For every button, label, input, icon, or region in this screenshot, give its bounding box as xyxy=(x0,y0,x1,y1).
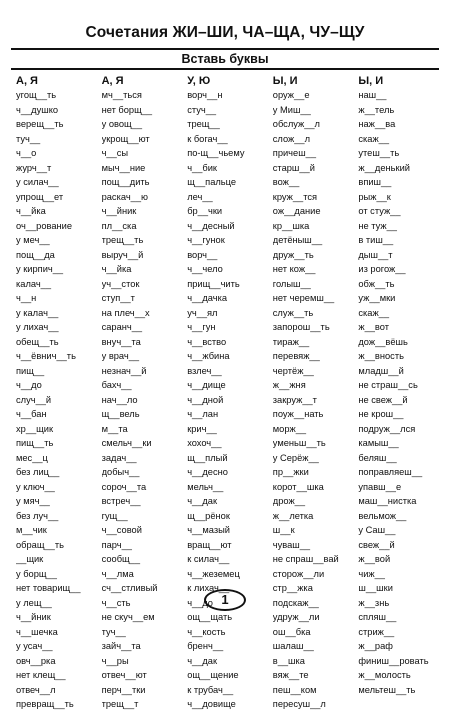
word-item: ч__десно xyxy=(187,467,228,477)
word-item: прищ__чить xyxy=(187,278,240,289)
word-item: пересуш__л xyxy=(272,699,326,709)
column-heading: У, Ю xyxy=(187,75,211,87)
word-item: отвеч__ют xyxy=(101,670,147,680)
word-item: верещ__ть xyxy=(16,119,64,129)
word-item: у Саш__ xyxy=(358,525,396,535)
word-item: перевяж__ xyxy=(272,351,320,361)
word-item: упавш__е xyxy=(358,481,402,492)
word-item: у ключ__ xyxy=(16,481,55,492)
word-item: перч__тки xyxy=(101,684,146,695)
word-item: стр__жка xyxy=(272,583,313,593)
word-item: круж__тся xyxy=(272,191,318,202)
word-item: пощ__дить xyxy=(101,177,150,187)
word-item: скаж__ xyxy=(358,307,390,318)
word-list xyxy=(102,88,188,712)
word-item: ч__лан xyxy=(187,409,219,419)
word-item: беляш__ xyxy=(358,452,397,463)
word-item: пр__жки xyxy=(272,467,309,477)
word-item: детёныш__ xyxy=(272,235,323,245)
word-item: ч__дак xyxy=(187,655,218,666)
word-item: зайч__та xyxy=(101,641,141,651)
word-item: у лихач__ xyxy=(16,322,59,332)
word-item: мч__ться xyxy=(101,90,142,100)
word-item: впиш__ xyxy=(358,177,392,187)
word-item: у усач__ xyxy=(16,641,53,651)
word-item: ош__бка xyxy=(272,626,311,637)
word-item: ч__до xyxy=(16,380,42,390)
word-item: пощ__да xyxy=(16,249,55,260)
word-item: чертёж__ xyxy=(272,365,314,376)
word-item: к силач__ xyxy=(187,554,230,564)
word-item: ч__йка xyxy=(16,206,46,216)
word-item: к лихач__ xyxy=(187,583,230,593)
word-item: дыш__т xyxy=(358,249,393,260)
word-item: ч__йник xyxy=(16,612,51,622)
word-item: сообщ__ xyxy=(101,554,141,564)
word-item: трещ__т xyxy=(101,699,139,709)
word-item: чиж__ xyxy=(358,568,385,579)
word-item: ч__довище xyxy=(187,699,236,709)
word-item: у лещ__ xyxy=(16,597,52,608)
word-item: гущ__ xyxy=(101,510,128,521)
word-item: туч__ xyxy=(101,626,126,637)
word-item: по-щ__чьему xyxy=(187,148,245,158)
word-item: журч__т xyxy=(16,162,52,173)
word-item: уж__мки xyxy=(358,293,396,303)
word-item: финиш__ровать xyxy=(358,655,429,666)
word-item: м__чик xyxy=(16,525,47,535)
word-item: свеж__й xyxy=(358,539,395,550)
word-item: нет товарищ__ xyxy=(16,583,81,593)
word-item: ч__дачка xyxy=(187,293,228,303)
word-item: у врач__ xyxy=(101,351,140,361)
exercise-subtitle: Вставь буквы xyxy=(181,52,269,66)
word-item: случ__й xyxy=(16,394,52,405)
word-item: ч__гунок xyxy=(187,235,225,245)
word-item: без луч__ xyxy=(16,510,59,521)
word-item: ч__бан xyxy=(16,409,47,419)
word-item: добыч__ xyxy=(101,467,140,477)
word-item: утеш__ть xyxy=(358,148,400,158)
word-item: стриж__ xyxy=(358,626,395,637)
word-item: леч__ xyxy=(187,191,213,202)
word-item: голыш__ xyxy=(272,278,311,289)
word-item: уменьш__ть xyxy=(272,438,326,448)
word-item: ч__ры xyxy=(101,655,129,666)
word-item: ч__чело xyxy=(187,264,223,274)
word-item: не страш__сь xyxy=(358,380,418,390)
word-item: хохоч__ xyxy=(187,438,222,448)
word-item: ж__тель xyxy=(358,104,395,115)
word-item: ж__жня xyxy=(272,380,306,390)
word-item: щ__пальце xyxy=(187,177,237,187)
word-item: ч__о xyxy=(16,148,37,158)
word-item: не свеж__й xyxy=(358,394,408,405)
word-item: бренч__ xyxy=(187,641,224,651)
word-item: бахч__ xyxy=(101,380,132,390)
word-item: ч__жеземец xyxy=(187,568,240,579)
word-item: пищ__ть xyxy=(16,438,54,448)
word-item: у мяч__ xyxy=(16,496,50,506)
word-item: не скуч__ем xyxy=(101,612,155,622)
word-item: ворч__н xyxy=(187,90,223,100)
word-item: крич__ xyxy=(187,423,217,434)
word-item: щ__рёнок xyxy=(187,510,230,521)
word-item: вращ__ют xyxy=(187,539,232,550)
word-item: ч__жбина xyxy=(187,351,230,361)
word-item: не спраш__вай xyxy=(272,554,339,564)
word-item: внуч__та xyxy=(101,336,141,347)
word-item: вельмож__ xyxy=(358,510,407,521)
word-item: пищ__ xyxy=(16,365,45,376)
word-item: спляш__ xyxy=(358,612,397,622)
word-item: маш__нистка xyxy=(358,496,417,506)
title-divider xyxy=(11,48,439,50)
word-item: отвеч__л xyxy=(16,684,56,695)
column-heading: А, Я xyxy=(16,75,38,87)
word-item: ч__мазый xyxy=(187,525,230,535)
word-item: не крош__ xyxy=(358,409,404,419)
word-item: подскаж__ xyxy=(272,597,319,608)
word-item: ощ__щать xyxy=(187,612,233,622)
word-item: на плеч__х xyxy=(101,307,150,318)
word-item: ч__сы xyxy=(101,148,129,158)
word-list xyxy=(187,88,273,712)
word-item: причеш__ xyxy=(272,148,316,158)
word-item: уч__ял xyxy=(187,307,218,318)
word-item: ч__йник xyxy=(101,206,137,216)
word-item: шалаш__ xyxy=(272,641,314,651)
word-item: ч__вство xyxy=(187,336,227,347)
word-item: саранч__ xyxy=(101,322,143,332)
word-item: дож__вёшь xyxy=(358,336,408,347)
word-item: ч__дной xyxy=(187,394,224,405)
word-item: скаж__ xyxy=(358,133,390,144)
word-item: м__та xyxy=(101,423,128,434)
word-item: калач__ xyxy=(16,278,52,289)
word-item: удруж__ли xyxy=(272,612,320,622)
word-item: вяж__те xyxy=(272,670,309,680)
word-list xyxy=(358,88,444,697)
word-item: поуж__нать xyxy=(272,409,324,419)
word-item: ч__дище xyxy=(187,380,226,390)
word-item: бр__чки xyxy=(187,206,223,216)
word-item: незнач__й xyxy=(101,365,147,376)
word-item: у кирпич__ xyxy=(16,264,64,274)
word-item: сторож__ли xyxy=(272,568,325,579)
word-item: наш__ xyxy=(358,90,387,100)
word-item: запорош__ть xyxy=(272,322,330,332)
word-item: раскач__ю xyxy=(101,191,148,202)
word-item: ч__н xyxy=(16,293,37,303)
word-item: обслуж__л xyxy=(272,119,320,129)
word-item: из рогож__ xyxy=(358,264,406,274)
word-item: ч__лма xyxy=(101,568,134,579)
word-item: хр__щик xyxy=(16,423,54,434)
word-item: тираж__ xyxy=(272,336,310,347)
word-item: мес__ц xyxy=(16,452,48,463)
word-item: ощ__щение xyxy=(187,670,239,680)
word-item: оч__рование xyxy=(16,220,72,231)
word-item: нет кож__ xyxy=(272,264,316,274)
word-item: у силач__ xyxy=(16,177,59,187)
word-item: подруж__лся xyxy=(358,423,416,434)
word-item: превращ__ть xyxy=(16,699,74,709)
word-item: закруж__т xyxy=(272,394,317,405)
word-item: у Серёж__ xyxy=(272,452,319,463)
page-title: Сочетания ЖИ–ШИ, ЧА–ЩА, ЧУ–ЩУ xyxy=(85,24,365,41)
word-item: ч__дак xyxy=(187,496,218,506)
word-item: корот__шка xyxy=(272,481,324,492)
word-item: угощ__ть xyxy=(16,90,57,100)
subtitle-divider xyxy=(11,68,439,70)
word-item: пл__ска xyxy=(101,220,137,231)
word-item: взлеч__ xyxy=(187,365,222,376)
word-item: выруч__й xyxy=(101,249,144,260)
word-item: нет клещ__ xyxy=(16,670,66,680)
word-item: ч__йка xyxy=(101,264,132,274)
word-columns xyxy=(16,74,444,712)
word-item: ч__сть xyxy=(101,597,131,608)
word-item: ступ__т xyxy=(101,293,135,303)
word-item: ж__знь xyxy=(358,597,390,608)
word-item: щ__плый xyxy=(187,452,228,463)
word-item: мельтеш__ть xyxy=(358,684,416,695)
word-item: овч__рка xyxy=(16,655,56,666)
word-item: ч__ёвнич__ть xyxy=(16,351,76,361)
word-item: пеш__ком xyxy=(272,684,317,695)
word-item: ш__шки xyxy=(358,583,393,593)
word-item: у борщ__ xyxy=(16,568,57,579)
word-item: ч__кость xyxy=(187,626,226,637)
word-item: камыш__ xyxy=(358,438,399,448)
word-item: от стуж__ xyxy=(358,206,401,216)
word-item: ч__совой xyxy=(101,525,142,535)
word-item: друж__ть xyxy=(272,249,314,260)
word-item: ч__душко xyxy=(16,104,59,115)
word-item: оруж__е xyxy=(272,90,310,100)
word-item: ворч__ xyxy=(187,249,218,260)
word-item: нет черемш__ xyxy=(272,293,335,303)
word-item: ж__вот xyxy=(358,322,389,332)
word-item: у калач__ xyxy=(16,307,59,318)
word-item: к богач__ xyxy=(187,133,228,144)
word-item: упрощ__ет xyxy=(16,191,64,202)
page-number: 1 xyxy=(204,589,246,611)
word-item: ож__дание xyxy=(272,206,321,216)
word-item: ч__десный xyxy=(187,220,235,231)
word-item: слож__л xyxy=(272,133,311,144)
word-column-3 xyxy=(187,74,273,712)
word-item: у Миш__ xyxy=(272,104,311,115)
word-item: нач__ло xyxy=(101,394,138,405)
word-item: у меч__ xyxy=(16,235,50,245)
word-item: без лиц__ xyxy=(16,467,60,477)
word-item: ч__шечка xyxy=(16,626,58,637)
word-item: ч__до xyxy=(187,597,213,608)
word-column-1 xyxy=(16,74,102,712)
word-item: к трубач__ xyxy=(187,684,234,695)
word-item: в__шка xyxy=(272,655,305,666)
word-column-2 xyxy=(102,74,188,712)
word-item: __щик xyxy=(16,554,44,564)
word-item: ж__раф xyxy=(358,641,393,651)
word-item: обещ__ть xyxy=(16,336,59,347)
word-item: стуч__ xyxy=(187,104,217,115)
word-item: ч__гун xyxy=(187,322,216,332)
word-item: ч__бик xyxy=(187,162,217,173)
word-item: парч__ xyxy=(101,539,132,550)
word-item: туч__ xyxy=(16,133,41,144)
word-item: уч__сток xyxy=(101,278,140,289)
word-item: у овощ__ xyxy=(101,119,142,129)
word-item: служ__ть xyxy=(272,307,314,318)
word-item: ж__летка xyxy=(272,510,314,521)
word-item: наж__ва xyxy=(358,119,396,129)
word-item: вож__ xyxy=(272,177,300,187)
word-item: встреч__ xyxy=(101,496,141,506)
word-item: задач__ xyxy=(101,452,137,463)
word-item: в тиш__ xyxy=(358,235,394,245)
word-item: рыж__к xyxy=(358,191,391,202)
word-item: кр__шка xyxy=(272,220,310,231)
word-item: поправляеш__ xyxy=(358,467,423,477)
word-item: ж__вой xyxy=(358,554,391,564)
word-item: ж__вность xyxy=(358,351,404,361)
word-item: укрощ__ют xyxy=(101,133,150,144)
word-column-5 xyxy=(358,74,444,712)
word-item: нет борщ__ xyxy=(101,104,153,115)
word-item: мельч__ xyxy=(187,481,224,492)
word-list xyxy=(273,88,359,712)
word-column-4 xyxy=(273,74,359,712)
column-heading: Ы, И xyxy=(358,75,384,87)
word-item: дрож__ xyxy=(272,496,306,506)
word-item: сч__стливый xyxy=(101,583,158,593)
word-item: обж__ть xyxy=(358,278,395,289)
word-item: не туж__ xyxy=(358,220,397,231)
word-item: мыч__ние xyxy=(101,162,146,173)
word-item: обращ__ть xyxy=(16,539,64,550)
word-item: трещ__ xyxy=(187,119,220,129)
word-item: щ__вель xyxy=(101,409,140,419)
word-item: смельч__ки xyxy=(101,438,152,448)
word-item: чуваш__ xyxy=(272,539,311,550)
word-item: ж__молость xyxy=(358,670,411,680)
word-item: ш__к xyxy=(272,525,295,535)
word-list xyxy=(16,88,102,712)
word-item: трещ__ть xyxy=(101,235,144,245)
word-item: сороч__та xyxy=(101,481,147,492)
word-item: старш__й xyxy=(272,162,315,173)
column-heading: А, Я xyxy=(101,75,124,87)
word-item: младш__й xyxy=(358,365,404,376)
word-item: морж__ xyxy=(272,423,307,434)
column-heading: Ы, И xyxy=(272,75,298,87)
word-item: ж__денький xyxy=(358,162,410,173)
